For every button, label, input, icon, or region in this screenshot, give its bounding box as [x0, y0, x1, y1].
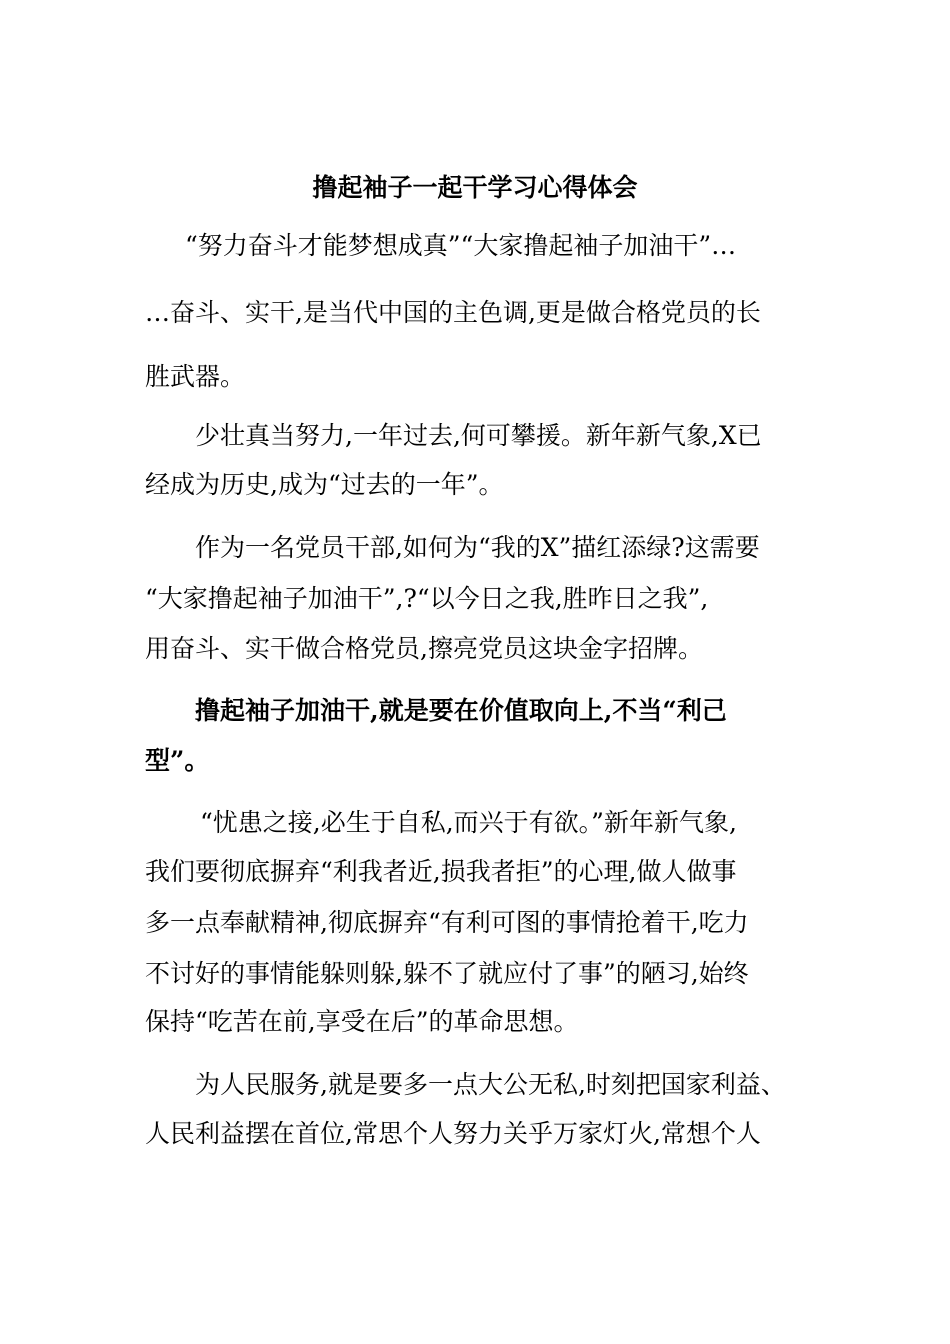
- paragraph-3-line-3: 用奋斗、实干做合格党员,擦亮党员这块金字招牌。: [145, 634, 703, 663]
- paragraph-5-line-1: “忧患之接,必生于自私,而兴于有欲。”新年新气象,: [200, 808, 737, 837]
- paragraph-5-line-5: 保持“吃苦在前,享受在后”的革命思想。: [145, 1007, 579, 1036]
- section-heading-line-2: 型”。: [145, 746, 210, 775]
- paragraph-2-line-1: 少壮真当努力,一年过去,何可攀援。新年新气象,X已: [195, 421, 762, 450]
- document-title: 撸起袖子一起干学习心得体会: [312, 173, 638, 202]
- section-heading-line-1: 撸起袖子加油干,就是要在价值取向上,不当“利己: [195, 696, 727, 725]
- paragraph-1-line-3: 胜武器。: [145, 362, 246, 391]
- paragraph-6-line-2: 人民利益摆在首位,常思个人努力关乎万家灯火,常想个人: [145, 1119, 761, 1148]
- paragraph-6-line-1: 为人民服务,就是要多一点大公无私,时刻把国家利益、: [195, 1070, 786, 1099]
- paragraph-3-line-2: “大家撸起袖子加油干”,?“以今日之我,胜昨日之我”,: [145, 584, 709, 613]
- paragraph-5-line-3: 多一点奉献精神,彻底摒弃“有利可图的事情抢着干,吃力: [145, 908, 749, 937]
- paragraph-2-line-2: 经成为历史,成为“过去的一年”。: [145, 470, 504, 499]
- paragraph-5-line-2: 我们要彻底摒弃“利我者近,损我者拒”的心理,做人做事: [145, 857, 737, 886]
- paragraph-3-line-1: 作为一名党员干部,如何为“我的X”描红添绿?这需要: [195, 533, 760, 562]
- paragraph-1-line-1: “努力奋斗才能梦想成真”“大家撸起袖子加油干”…: [185, 231, 737, 260]
- paragraph-1-line-2: …奋斗、实干,是当代中国的主色调,更是做合格党员的长: [145, 298, 761, 327]
- paragraph-5-line-4: 不讨好的事情能躲则躲,躲不了就应付了事”的陋习,始终: [145, 959, 749, 988]
